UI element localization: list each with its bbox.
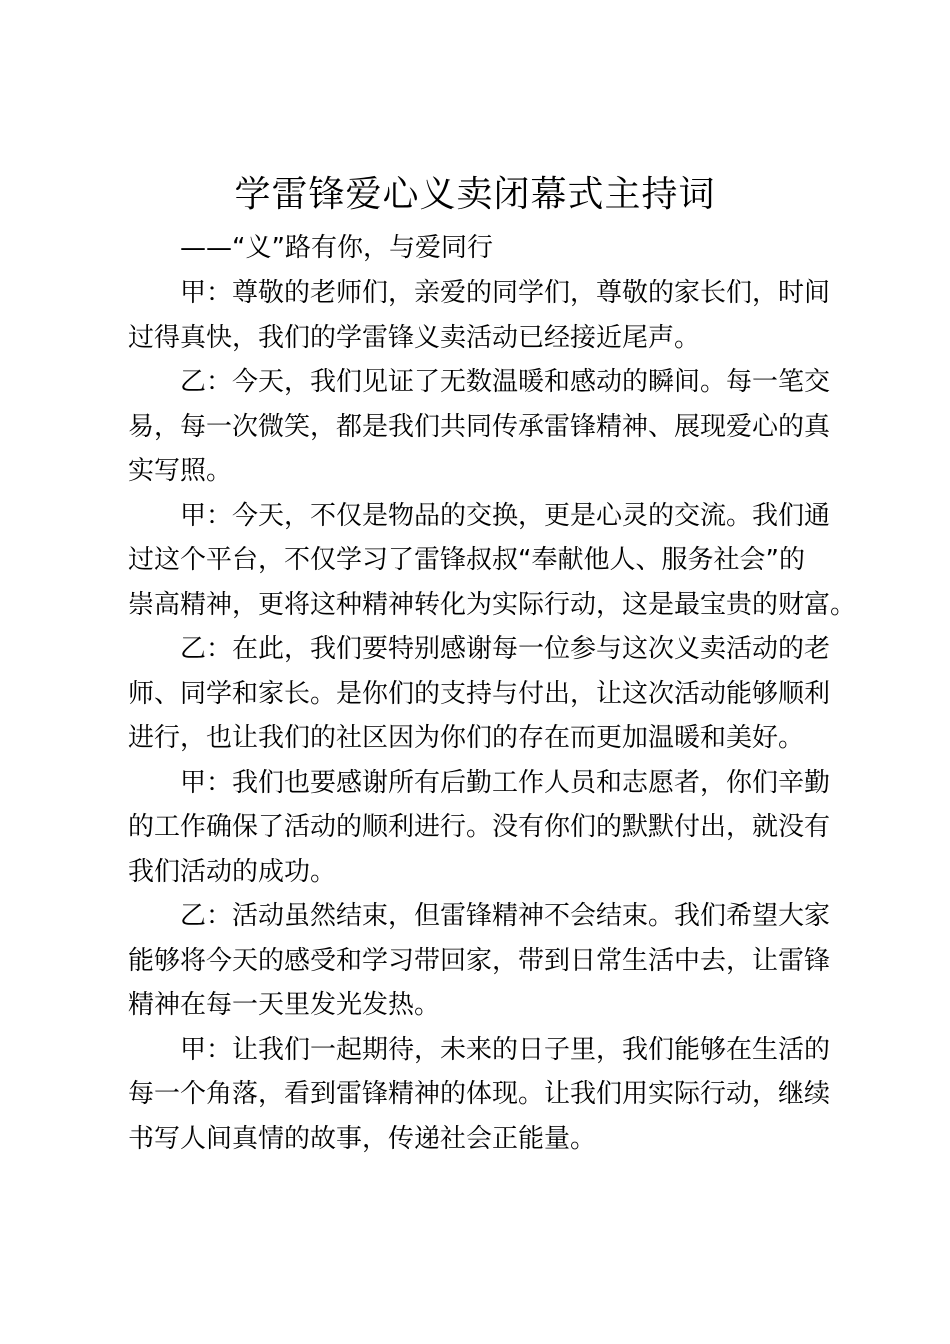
paragraph-line: 过这个平台，不仅学习了雷锋叔叔“奉献他人、服务社会”的 bbox=[128, 545, 805, 575]
paragraph-3 bbox=[128, 494, 857, 628]
paragraph-1 bbox=[128, 271, 838, 360]
paragraph-line: 每一个角落，看到雷锋精神的体现。让我们用实际行动，继续 bbox=[128, 1079, 831, 1109]
page-subtitle: ——“义”路有你，与爱同行 bbox=[180, 233, 493, 263]
paragraph-line: 过得真快，我们的学雷锋义卖活动已经接近尾声。 bbox=[128, 322, 701, 353]
paragraph-line: 的工作确保了活动的顺利进行。没有你们的默默付出，就没有 bbox=[128, 812, 831, 842]
paragraph-5 bbox=[128, 761, 838, 895]
paragraph-line: 乙：活动虽然结束，但雷锋精神不会结束。我们希望大家 bbox=[180, 901, 831, 931]
document-body bbox=[128, 271, 857, 1161]
paragraph-4 bbox=[128, 627, 838, 761]
paragraph-line: 实写照。 bbox=[128, 456, 233, 486]
page-title: 学雷锋爱心义卖闭幕式主持词 bbox=[234, 174, 716, 215]
paragraph-line: 甲：我们也要感谢所有后勤工作人员和志愿者，你们辛勤 bbox=[180, 767, 831, 798]
paragraph-line: 甲：让我们一起期待，未来的日子里，我们能够在生活的 bbox=[180, 1034, 831, 1065]
paragraph-line: 师、同学和家长。是你们的支持与付出，让这次活动能够顺利 bbox=[128, 678, 831, 709]
paragraph-6 bbox=[128, 894, 838, 1028]
paragraph-line: 甲：尊敬的老师们，亲爱的同学们，尊敬的家长们，时间 bbox=[180, 278, 831, 308]
paragraph-line: 精神在每一天里发光发热。 bbox=[128, 990, 441, 1020]
paragraph-line: 甲：今天，不仅是物品的交换，更是心灵的交流。我们通 bbox=[180, 500, 831, 531]
paragraph-line: 乙：今天，我们见证了无数温暖和感动的瞬间。每一笔交 bbox=[180, 367, 831, 397]
paragraph-2 bbox=[128, 360, 838, 494]
paragraph-line: 乙：在此，我们要特别感谢每一位参与这次义卖活动的老 bbox=[180, 634, 831, 664]
paragraph-line: 我们活动的成功。 bbox=[128, 856, 337, 887]
paragraph-line: 书写人间真情的故事，传递社会正能量。 bbox=[128, 1123, 597, 1154]
paragraph-line: 进行，也让我们的社区因为你们的存在而更加温暖和美好。 bbox=[128, 723, 805, 753]
paragraph-line: 易，每一次微笑，都是我们共同传承雷锋精神、展现爱心的真 bbox=[128, 411, 831, 442]
paragraph-line: 能够将今天的感受和学习带回家，带到日常生活中去，让雷锋 bbox=[128, 945, 831, 976]
paragraph-7 bbox=[128, 1028, 838, 1162]
paragraph-line: 崇高精神，更将这种精神转化为实际行动，这是最宝贵的财富。 bbox=[128, 589, 857, 620]
